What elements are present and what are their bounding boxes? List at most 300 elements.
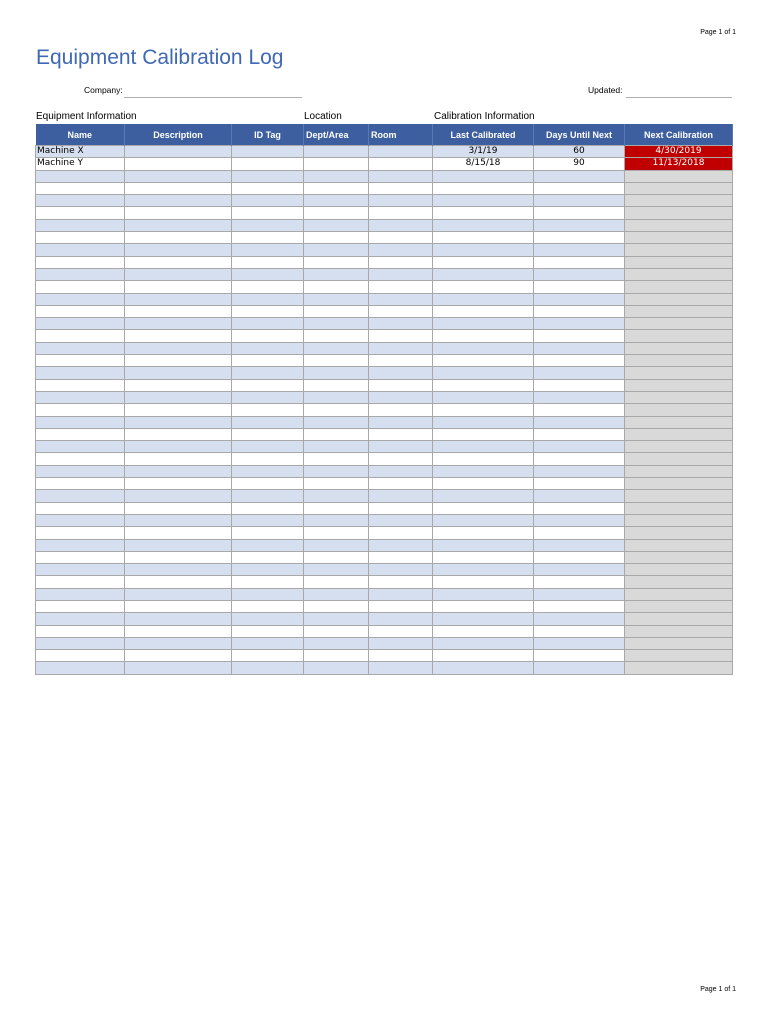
company-field[interactable] <box>124 97 302 98</box>
cell-days-until-next[interactable] <box>534 293 625 305</box>
cell-name[interactable] <box>36 281 125 293</box>
cell-dept-area[interactable] <box>304 453 369 465</box>
cell-last-calibrated[interactable] <box>433 404 534 416</box>
cell-id-tag[interactable] <box>232 158 304 170</box>
cell-last-calibrated[interactable] <box>433 256 534 268</box>
cell-dept-area[interactable] <box>304 650 369 662</box>
cell-room[interactable] <box>369 650 433 662</box>
cell-days-until-next[interactable] <box>534 514 625 526</box>
cell-last-calibrated[interactable] <box>433 502 534 514</box>
cell-name[interactable] <box>36 330 125 342</box>
cell-last-calibrated[interactable] <box>433 539 534 551</box>
cell-description[interactable] <box>125 428 232 440</box>
cell-last-calibrated[interactable] <box>433 342 534 354</box>
cell-days-until-next[interactable] <box>534 244 625 256</box>
cell-last-calibrated[interactable] <box>433 355 534 367</box>
cell-name[interactable] <box>36 170 125 182</box>
cell-last-calibrated[interactable] <box>433 625 534 637</box>
cell-days-until-next[interactable] <box>534 355 625 367</box>
cell-last-calibrated[interactable] <box>433 268 534 280</box>
cell-last-calibrated[interactable] <box>433 478 534 490</box>
cell-name[interactable] <box>36 453 125 465</box>
cell-id-tag[interactable] <box>232 281 304 293</box>
cell-description[interactable] <box>125 305 232 317</box>
cell-days-until-next[interactable] <box>534 207 625 219</box>
cell-days-until-next[interactable] <box>534 465 625 477</box>
cell-last-calibrated[interactable] <box>433 564 534 576</box>
cell-days-until-next[interactable] <box>534 182 625 194</box>
cell-name[interactable] <box>36 650 125 662</box>
cell-dept-area[interactable] <box>304 465 369 477</box>
cell-id-tag[interactable] <box>232 355 304 367</box>
cell-room[interactable] <box>369 502 433 514</box>
cell-days-until-next[interactable]: 90 <box>534 158 625 170</box>
cell-days-until-next[interactable] <box>534 588 625 600</box>
cell-days-until-next[interactable] <box>534 404 625 416</box>
cell-description[interactable] <box>125 318 232 330</box>
cell-description[interactable] <box>125 527 232 539</box>
cell-id-tag[interactable] <box>232 551 304 563</box>
cell-room[interactable] <box>369 268 433 280</box>
cell-last-calibrated[interactable]: 8/15/18 <box>433 158 534 170</box>
cell-room[interactable] <box>369 391 433 403</box>
cell-dept-area[interactable] <box>304 662 369 674</box>
cell-dept-area[interactable] <box>304 551 369 563</box>
cell-room[interactable] <box>369 342 433 354</box>
cell-room[interactable] <box>369 244 433 256</box>
cell-room[interactable] <box>369 539 433 551</box>
cell-id-tag[interactable] <box>232 367 304 379</box>
cell-last-calibrated[interactable] <box>433 207 534 219</box>
cell-dept-area[interactable] <box>304 637 369 649</box>
cell-name[interactable] <box>36 625 125 637</box>
cell-days-until-next[interactable] <box>534 441 625 453</box>
cell-days-until-next[interactable] <box>534 318 625 330</box>
cell-days-until-next[interactable] <box>534 490 625 502</box>
cell-dept-area[interactable] <box>304 416 369 428</box>
cell-description[interactable] <box>125 219 232 231</box>
cell-description[interactable] <box>125 514 232 526</box>
cell-name[interactable] <box>36 391 125 403</box>
cell-dept-area[interactable] <box>304 355 369 367</box>
cell-name[interactable] <box>36 428 125 440</box>
cell-room[interactable] <box>369 564 433 576</box>
cell-dept-area[interactable] <box>304 441 369 453</box>
cell-room[interactable] <box>369 465 433 477</box>
cell-name[interactable] <box>36 232 125 244</box>
cell-name[interactable] <box>36 551 125 563</box>
cell-room[interactable] <box>369 416 433 428</box>
cell-dept-area[interactable] <box>304 478 369 490</box>
cell-id-tag[interactable] <box>232 564 304 576</box>
cell-room[interactable] <box>369 637 433 649</box>
cell-last-calibrated[interactable] <box>433 330 534 342</box>
cell-last-calibrated[interactable] <box>433 551 534 563</box>
cell-id-tag[interactable] <box>232 441 304 453</box>
cell-description[interactable] <box>125 158 232 170</box>
cell-days-until-next[interactable] <box>534 662 625 674</box>
cell-days-until-next[interactable] <box>534 305 625 317</box>
cell-last-calibrated[interactable]: 3/1/19 <box>433 146 534 158</box>
cell-name[interactable] <box>36 662 125 674</box>
cell-id-tag[interactable] <box>232 268 304 280</box>
cell-last-calibrated[interactable] <box>433 379 534 391</box>
cell-days-until-next[interactable] <box>534 502 625 514</box>
cell-dept-area[interactable] <box>304 379 369 391</box>
cell-last-calibrated[interactable] <box>433 662 534 674</box>
cell-name[interactable] <box>36 219 125 231</box>
cell-room[interactable] <box>369 625 433 637</box>
cell-description[interactable] <box>125 182 232 194</box>
cell-days-until-next[interactable] <box>534 576 625 588</box>
cell-last-calibrated[interactable] <box>433 465 534 477</box>
cell-dept-area[interactable] <box>304 625 369 637</box>
cell-id-tag[interactable] <box>232 207 304 219</box>
cell-description[interactable] <box>125 367 232 379</box>
cell-name[interactable] <box>36 293 125 305</box>
cell-description[interactable] <box>125 551 232 563</box>
cell-name[interactable] <box>36 539 125 551</box>
cell-description[interactable] <box>125 281 232 293</box>
cell-id-tag[interactable] <box>232 600 304 612</box>
cell-id-tag[interactable] <box>232 232 304 244</box>
cell-last-calibrated[interactable] <box>433 441 534 453</box>
cell-dept-area[interactable] <box>304 576 369 588</box>
cell-room[interactable] <box>369 318 433 330</box>
cell-dept-area[interactable] <box>304 588 369 600</box>
cell-name[interactable] <box>36 613 125 625</box>
cell-last-calibrated[interactable] <box>433 281 534 293</box>
cell-description[interactable] <box>125 502 232 514</box>
cell-days-until-next[interactable] <box>534 416 625 428</box>
cell-last-calibrated[interactable] <box>433 650 534 662</box>
cell-days-until-next[interactable] <box>534 650 625 662</box>
cell-last-calibrated[interactable] <box>433 576 534 588</box>
cell-last-calibrated[interactable] <box>433 318 534 330</box>
cell-description[interactable] <box>125 588 232 600</box>
cell-days-until-next[interactable] <box>534 453 625 465</box>
cell-days-until-next[interactable] <box>534 256 625 268</box>
cell-dept-area[interactable] <box>304 281 369 293</box>
cell-room[interactable] <box>369 551 433 563</box>
cell-id-tag[interactable] <box>232 514 304 526</box>
cell-room[interactable] <box>369 478 433 490</box>
cell-description[interactable] <box>125 170 232 182</box>
cell-dept-area[interactable] <box>304 600 369 612</box>
cell-description[interactable] <box>125 478 232 490</box>
cell-room[interactable] <box>369 305 433 317</box>
cell-name[interactable] <box>36 600 125 612</box>
cell-dept-area[interactable] <box>304 195 369 207</box>
cell-last-calibrated[interactable] <box>433 244 534 256</box>
cell-id-tag[interactable] <box>232 576 304 588</box>
cell-description[interactable] <box>125 207 232 219</box>
cell-name[interactable] <box>36 416 125 428</box>
cell-description[interactable] <box>125 490 232 502</box>
cell-last-calibrated[interactable] <box>433 305 534 317</box>
cell-last-calibrated[interactable] <box>433 182 534 194</box>
cell-room[interactable] <box>369 662 433 674</box>
cell-description[interactable] <box>125 453 232 465</box>
cell-description[interactable] <box>125 416 232 428</box>
cell-description[interactable] <box>125 355 232 367</box>
cell-dept-area[interactable] <box>304 305 369 317</box>
cell-room[interactable] <box>369 281 433 293</box>
cell-name[interactable]: Machine Y <box>36 158 125 170</box>
cell-id-tag[interactable] <box>232 478 304 490</box>
cell-name[interactable] <box>36 490 125 502</box>
cell-description[interactable] <box>125 330 232 342</box>
cell-dept-area[interactable] <box>304 256 369 268</box>
cell-name[interactable] <box>36 564 125 576</box>
cell-id-tag[interactable] <box>232 527 304 539</box>
cell-id-tag[interactable] <box>232 662 304 674</box>
cell-days-until-next[interactable] <box>534 195 625 207</box>
cell-dept-area[interactable] <box>304 527 369 539</box>
cell-id-tag[interactable] <box>232 305 304 317</box>
cell-id-tag[interactable] <box>232 613 304 625</box>
cell-id-tag[interactable] <box>232 256 304 268</box>
cell-days-until-next[interactable] <box>534 367 625 379</box>
cell-dept-area[interactable] <box>304 158 369 170</box>
cell-room[interactable] <box>369 158 433 170</box>
cell-dept-area[interactable] <box>304 170 369 182</box>
cell-name[interactable] <box>36 404 125 416</box>
cell-days-until-next[interactable] <box>534 342 625 354</box>
cell-room[interactable] <box>369 293 433 305</box>
cell-id-tag[interactable] <box>232 416 304 428</box>
cell-id-tag[interactable] <box>232 195 304 207</box>
cell-days-until-next[interactable] <box>534 600 625 612</box>
cell-room[interactable] <box>369 588 433 600</box>
cell-room[interactable] <box>369 613 433 625</box>
cell-description[interactable] <box>125 404 232 416</box>
cell-dept-area[interactable] <box>304 428 369 440</box>
cell-days-until-next[interactable] <box>534 539 625 551</box>
cell-room[interactable] <box>369 453 433 465</box>
cell-dept-area[interactable] <box>304 268 369 280</box>
cell-id-tag[interactable] <box>232 293 304 305</box>
cell-id-tag[interactable] <box>232 404 304 416</box>
cell-room[interactable] <box>369 600 433 612</box>
cell-name[interactable] <box>36 637 125 649</box>
cell-room[interactable] <box>369 404 433 416</box>
cell-room[interactable] <box>369 367 433 379</box>
cell-dept-area[interactable] <box>304 514 369 526</box>
cell-room[interactable] <box>369 527 433 539</box>
cell-name[interactable] <box>36 305 125 317</box>
cell-room[interactable] <box>369 576 433 588</box>
cell-description[interactable] <box>125 268 232 280</box>
cell-room[interactable] <box>369 256 433 268</box>
cell-last-calibrated[interactable] <box>433 588 534 600</box>
cell-dept-area[interactable] <box>304 219 369 231</box>
cell-name[interactable] <box>36 342 125 354</box>
cell-description[interactable] <box>125 613 232 625</box>
cell-name[interactable] <box>36 478 125 490</box>
cell-days-until-next[interactable] <box>534 637 625 649</box>
cell-id-tag[interactable] <box>232 330 304 342</box>
cell-description[interactable] <box>125 232 232 244</box>
cell-last-calibrated[interactable] <box>433 367 534 379</box>
cell-last-calibrated[interactable] <box>433 527 534 539</box>
cell-id-tag[interactable] <box>232 244 304 256</box>
updated-field[interactable] <box>626 97 732 98</box>
cell-dept-area[interactable] <box>304 539 369 551</box>
cell-days-until-next[interactable] <box>534 330 625 342</box>
cell-last-calibrated[interactable] <box>433 170 534 182</box>
cell-name[interactable] <box>36 182 125 194</box>
cell-dept-area[interactable] <box>304 564 369 576</box>
cell-description[interactable] <box>125 625 232 637</box>
cell-name[interactable] <box>36 441 125 453</box>
cell-name[interactable] <box>36 207 125 219</box>
cell-last-calibrated[interactable] <box>433 600 534 612</box>
cell-name[interactable] <box>36 268 125 280</box>
cell-id-tag[interactable] <box>232 502 304 514</box>
cell-name[interactable] <box>36 502 125 514</box>
cell-last-calibrated[interactable] <box>433 195 534 207</box>
cell-room[interactable] <box>369 195 433 207</box>
cell-description[interactable] <box>125 465 232 477</box>
cell-id-tag[interactable] <box>232 490 304 502</box>
cell-description[interactable] <box>125 564 232 576</box>
cell-room[interactable] <box>369 428 433 440</box>
cell-days-until-next[interactable] <box>534 551 625 563</box>
cell-description[interactable] <box>125 195 232 207</box>
cell-dept-area[interactable] <box>304 342 369 354</box>
cell-id-tag[interactable] <box>232 342 304 354</box>
cell-dept-area[interactable] <box>304 391 369 403</box>
cell-description[interactable] <box>125 379 232 391</box>
cell-last-calibrated[interactable] <box>433 293 534 305</box>
cell-dept-area[interactable] <box>304 182 369 194</box>
cell-last-calibrated[interactable] <box>433 219 534 231</box>
cell-name[interactable] <box>36 465 125 477</box>
cell-days-until-next[interactable] <box>534 428 625 440</box>
cell-days-until-next[interactable] <box>534 268 625 280</box>
cell-days-until-next[interactable] <box>534 391 625 403</box>
cell-room[interactable] <box>369 355 433 367</box>
cell-dept-area[interactable] <box>304 490 369 502</box>
cell-last-calibrated[interactable] <box>433 428 534 440</box>
cell-id-tag[interactable] <box>232 170 304 182</box>
cell-name[interactable] <box>36 244 125 256</box>
cell-description[interactable] <box>125 600 232 612</box>
cell-last-calibrated[interactable] <box>433 391 534 403</box>
cell-id-tag[interactable] <box>232 650 304 662</box>
cell-last-calibrated[interactable] <box>433 637 534 649</box>
cell-last-calibrated[interactable] <box>433 416 534 428</box>
cell-name[interactable] <box>36 514 125 526</box>
cell-days-until-next[interactable] <box>534 281 625 293</box>
cell-id-tag[interactable] <box>232 539 304 551</box>
cell-days-until-next[interactable] <box>534 232 625 244</box>
cell-description[interactable] <box>125 637 232 649</box>
cell-room[interactable] <box>369 146 433 158</box>
cell-name[interactable] <box>36 367 125 379</box>
cell-days-until-next[interactable] <box>534 625 625 637</box>
cell-name[interactable] <box>36 379 125 391</box>
cell-dept-area[interactable] <box>304 367 369 379</box>
cell-id-tag[interactable] <box>232 219 304 231</box>
cell-description[interactable] <box>125 146 232 158</box>
cell-days-until-next[interactable] <box>534 527 625 539</box>
cell-id-tag[interactable] <box>232 625 304 637</box>
cell-room[interactable] <box>369 219 433 231</box>
cell-room[interactable] <box>369 490 433 502</box>
cell-days-until-next[interactable] <box>534 613 625 625</box>
cell-name[interactable] <box>36 527 125 539</box>
cell-name[interactable] <box>36 588 125 600</box>
cell-description[interactable] <box>125 650 232 662</box>
cell-name[interactable] <box>36 355 125 367</box>
cell-days-until-next[interactable]: 60 <box>534 146 625 158</box>
cell-description[interactable] <box>125 342 232 354</box>
cell-id-tag[interactable] <box>232 379 304 391</box>
cell-description[interactable] <box>125 256 232 268</box>
cell-description[interactable] <box>125 244 232 256</box>
cell-id-tag[interactable] <box>232 453 304 465</box>
cell-dept-area[interactable] <box>304 244 369 256</box>
cell-dept-area[interactable] <box>304 207 369 219</box>
cell-id-tag[interactable] <box>232 146 304 158</box>
cell-name[interactable]: Machine X <box>36 146 125 158</box>
cell-days-until-next[interactable] <box>534 564 625 576</box>
cell-room[interactable] <box>369 232 433 244</box>
cell-room[interactable] <box>369 207 433 219</box>
cell-id-tag[interactable] <box>232 637 304 649</box>
cell-description[interactable] <box>125 662 232 674</box>
cell-id-tag[interactable] <box>232 428 304 440</box>
cell-dept-area[interactable] <box>304 232 369 244</box>
cell-id-tag[interactable] <box>232 588 304 600</box>
cell-description[interactable] <box>125 576 232 588</box>
cell-name[interactable] <box>36 576 125 588</box>
cell-dept-area[interactable] <box>304 502 369 514</box>
cell-description[interactable] <box>125 293 232 305</box>
cell-room[interactable] <box>369 514 433 526</box>
cell-last-calibrated[interactable] <box>433 490 534 502</box>
cell-description[interactable] <box>125 441 232 453</box>
cell-room[interactable] <box>369 182 433 194</box>
cell-dept-area[interactable] <box>304 404 369 416</box>
cell-days-until-next[interactable] <box>534 379 625 391</box>
cell-id-tag[interactable] <box>232 391 304 403</box>
cell-last-calibrated[interactable] <box>433 514 534 526</box>
cell-room[interactable] <box>369 170 433 182</box>
cell-dept-area[interactable] <box>304 330 369 342</box>
cell-description[interactable] <box>125 539 232 551</box>
cell-dept-area[interactable] <box>304 613 369 625</box>
cell-last-calibrated[interactable] <box>433 453 534 465</box>
cell-room[interactable] <box>369 330 433 342</box>
cell-name[interactable] <box>36 256 125 268</box>
cell-last-calibrated[interactable] <box>433 232 534 244</box>
cell-room[interactable] <box>369 379 433 391</box>
cell-days-until-next[interactable] <box>534 219 625 231</box>
cell-days-until-next[interactable] <box>534 478 625 490</box>
cell-last-calibrated[interactable] <box>433 613 534 625</box>
cell-description[interactable] <box>125 391 232 403</box>
cell-name[interactable] <box>36 195 125 207</box>
cell-id-tag[interactable] <box>232 182 304 194</box>
cell-dept-area[interactable] <box>304 293 369 305</box>
cell-room[interactable] <box>369 441 433 453</box>
cell-dept-area[interactable] <box>304 318 369 330</box>
cell-name[interactable] <box>36 318 125 330</box>
cell-dept-area[interactable] <box>304 146 369 158</box>
